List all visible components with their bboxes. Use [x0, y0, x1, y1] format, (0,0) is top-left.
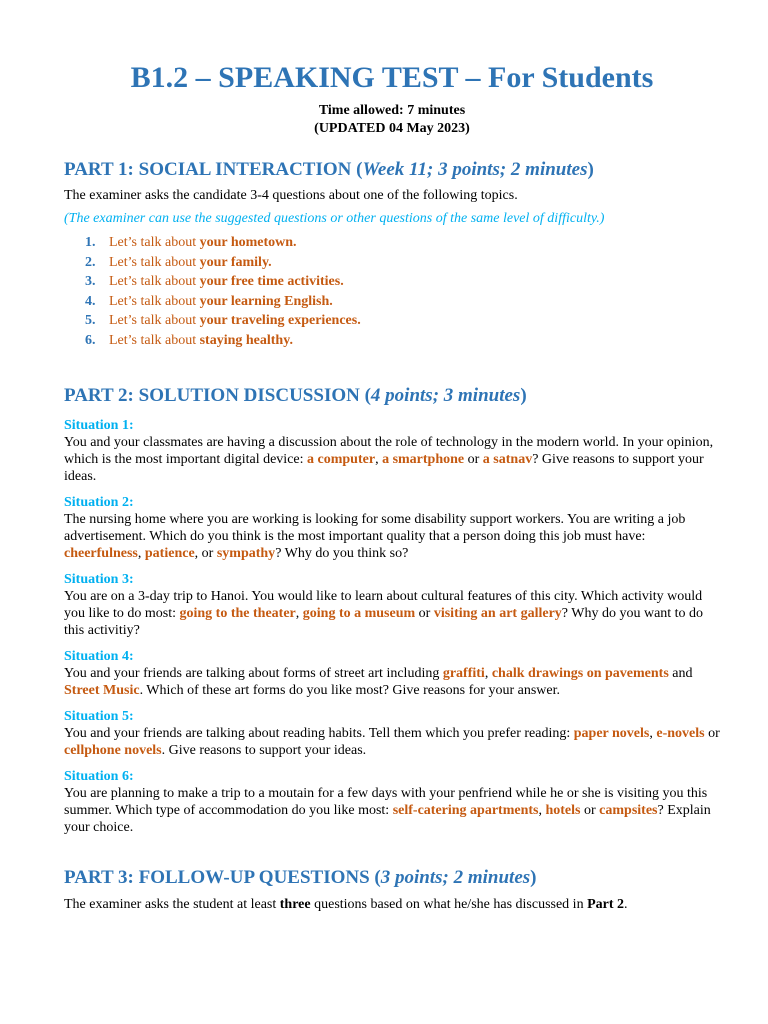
situation-text	[64, 588, 720, 639]
part1-heading: PART 1: SOCIAL INTERACTION (Week 11; 3 points; 2 minutes)	[64, 159, 594, 180]
part1-note: (The examiner can use the suggested questions or other questions of the same level of difficulty.)	[64, 211, 605, 226]
option-highlight: campsites	[599, 803, 658, 818]
part1-intro: The examiner asks the candidate 3-4 questions about one of the following topics.	[64, 188, 518, 203]
text-run: ? Explain your choice.	[64, 803, 711, 835]
list-item: 4. Let’s talk about your learning English.	[85, 293, 333, 309]
text-run: The nursing home where you are working is looking for some disability support workers. You are writing a job advertisement. Which do you think is the most important quality that a person doing this job must have:	[64, 512, 686, 544]
time-allowed: Time allowed: 7 minutes	[318, 103, 466, 118]
text-run: You are planning to make a trip to a moutain for a few days with your penfriend while he or she is visiting you this summer. Which type of accommodation do you like most:	[64, 786, 708, 818]
option-highlight: visiting an art gallery	[433, 606, 562, 621]
situation-title: Situation 2:	[64, 495, 134, 510]
text-run: and	[668, 666, 693, 681]
list-item: 6. Let’s talk about staying healthy.	[85, 332, 293, 348]
option-highlight: going to the theater	[179, 606, 296, 621]
situation-text	[64, 725, 720, 759]
text-run: ? Give reasons to support your ideas.	[64, 452, 704, 484]
updated-date: (UPDATED 04 May 2023)	[314, 121, 470, 136]
option-highlight: e-novels	[656, 726, 705, 741]
document-title: B1.2 – SPEAKING TEST – For Students	[130, 61, 654, 94]
situation-title: Situation 3:	[64, 572, 134, 587]
option-highlight: Street Music	[64, 683, 140, 698]
situation-title: Situation 6:	[64, 769, 134, 784]
option-highlight: going to a museum	[302, 606, 416, 621]
text-run: or	[580, 803, 600, 818]
situation-text	[64, 785, 720, 836]
option-highlight: graffiti	[442, 666, 485, 681]
text-run: , or	[194, 546, 217, 561]
text-run: ? Why do you want to do this activitiy?	[64, 606, 704, 638]
situation-text	[64, 665, 720, 699]
option-highlight: chalk drawings on pavements	[491, 666, 669, 681]
option-highlight: sympathy	[216, 546, 276, 561]
text-run: . Give reasons to support your ideas.	[161, 743, 367, 758]
text-run: ? Why do you think so?	[275, 546, 409, 561]
option-highlight: a smartphone	[382, 452, 465, 467]
situation-2	[64, 494, 720, 562]
option-highlight: cellphone novels	[64, 743, 162, 758]
part2-situations	[64, 417, 720, 836]
list-item: 5. Let’s talk about your traveling experiences.	[85, 313, 361, 328]
list-item: 1. Let’s talk about your hometown.	[85, 235, 297, 250]
option-highlight: patience	[144, 546, 195, 561]
text-run: . Which of these art forms do you like most? Give reasons for your answer.	[139, 683, 560, 698]
part3-text: The examiner asks the student at least three questions based on what he/she has discussed in Part 2.	[64, 897, 628, 912]
text-run: ,	[484, 666, 492, 681]
list-item: 2. Let’s talk about your family.	[85, 254, 272, 270]
option-highlight: cheerfulness	[64, 546, 138, 561]
text-run: ,	[295, 606, 303, 621]
text-run: You and your classmates are having a discussion about the role of technology in the modern world. In your opinion, which is the most important digital device:	[64, 435, 714, 467]
situation-text	[64, 434, 720, 485]
text-run: You are on a 3-day trip to Hanoi. You would like to learn about cultural features of this city. Which activity would you like to do most:	[64, 589, 703, 621]
option-highlight: hotels	[545, 803, 581, 818]
text-run: ,	[538, 803, 546, 818]
option-highlight: paper novels	[573, 726, 650, 741]
text-run: or	[464, 452, 483, 467]
option-highlight: a satnav	[482, 452, 533, 467]
option-highlight: self-catering apartments	[392, 803, 539, 818]
situation-4	[64, 648, 720, 699]
option-highlight: a computer	[307, 452, 376, 467]
part1-topic-list	[64, 233, 720, 350]
text-run: ,	[649, 726, 657, 741]
situation-1	[64, 417, 720, 485]
situation-6	[64, 768, 720, 836]
situation-title: Situation 5:	[64, 709, 134, 724]
text-run: or	[704, 726, 720, 741]
situation-title: Situation 4:	[64, 649, 134, 664]
text-run: You and your friends are talking about forms of street art including	[64, 666, 443, 681]
text-run: or	[415, 606, 434, 621]
situation-5	[64, 708, 720, 759]
situation-3	[64, 571, 720, 639]
situation-title: Situation 1:	[64, 418, 134, 433]
text-run: ,	[375, 452, 383, 467]
part2-heading: PART 2: SOLUTION DISCUSSION (4 points; 3 minutes)	[64, 385, 527, 406]
situation-text	[64, 511, 720, 562]
text-run: ,	[137, 546, 145, 561]
text-run: You and your friends are talking about reading habits. Tell them which you prefer reading:	[64, 726, 574, 741]
list-item: 3. Let’s talk about your free time activities.	[85, 274, 344, 289]
part3-heading: PART 3: FOLLOW-UP QUESTIONS (3 points; 2 minutes)	[64, 867, 537, 888]
